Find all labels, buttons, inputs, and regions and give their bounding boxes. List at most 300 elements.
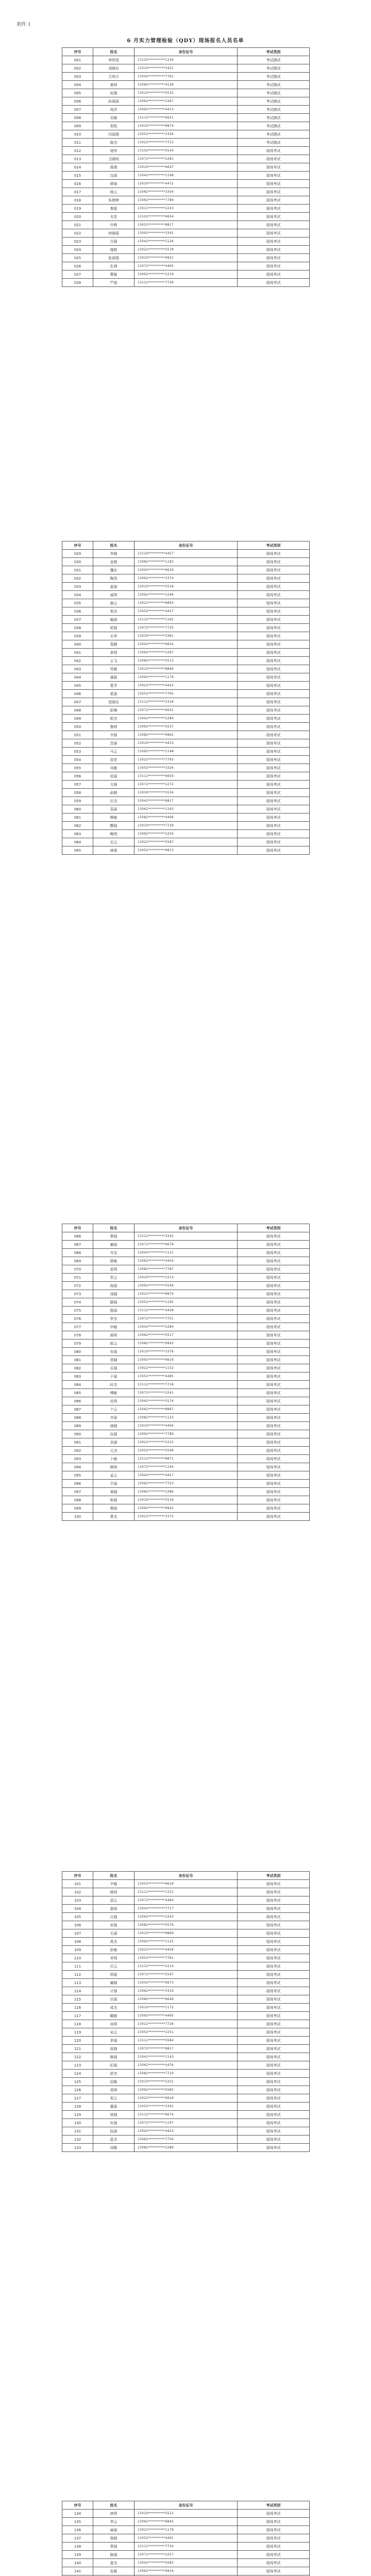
cell-number: 105 — [62, 1913, 93, 1921]
cell-id-number: 13082**********5513 — [134, 657, 238, 665]
table-row — [62, 262, 310, 270]
cell-name: 杜强 — [93, 2119, 134, 2127]
cell-exam-type: 现场考试 — [238, 1422, 310, 1430]
table-row — [62, 147, 310, 155]
table-row — [62, 180, 310, 188]
cell-id-number: 13082**********2289 — [134, 2144, 238, 2152]
cell-name: 范晓东 — [93, 698, 134, 706]
table-row — [62, 89, 310, 97]
cell-id-number: 13062**********5517 — [134, 1331, 238, 1340]
cell-name: 邹杰 — [93, 607, 134, 616]
cell-exam-type: 现场考试 — [238, 180, 310, 188]
cell-name: 喻丽 — [93, 616, 134, 624]
cell-name: 于丽 — [93, 1372, 134, 1381]
cell-id-number: 13112**********6659 — [134, 772, 238, 781]
cell-id-number: 13072**********1194 — [134, 1463, 238, 1471]
cell-number: 108 — [62, 1938, 93, 1946]
cell-number: 104 — [62, 1905, 93, 1913]
table-row — [62, 2111, 310, 2119]
cell-number: 016 — [62, 180, 93, 188]
cell-name: 秦磊 — [93, 205, 134, 213]
cell-id-number: 13062**********1163 — [134, 805, 238, 814]
cell-exam-type: 现场考试 — [238, 772, 310, 781]
cell-number: 004 — [62, 81, 93, 89]
cell-number: 058 — [62, 789, 93, 797]
cell-name: 酆强 — [93, 822, 134, 830]
table-row — [62, 2045, 310, 2053]
cell-name: 贺云 — [93, 1274, 134, 1282]
cell-id-number: 13062**********3316 — [134, 1987, 238, 1995]
table-row — [62, 238, 310, 246]
cell-name: 云飞 — [93, 657, 134, 665]
table-row — [62, 1298, 310, 1307]
cell-name: 纪丽 — [93, 2061, 134, 2070]
cell-name: 何晓丽 — [93, 229, 134, 238]
cell-exam-type: 现场考试 — [238, 781, 310, 789]
cell-number: 075 — [62, 1307, 93, 1315]
cell-number: 089 — [62, 1422, 93, 1430]
cell-exam-type: 现场考试 — [238, 2136, 310, 2144]
cell-exam-type: 现场考试 — [238, 2534, 310, 2543]
cell-id-number: 13062**********2267 — [134, 97, 238, 106]
table-row — [62, 2020, 310, 2028]
table-row — [62, 1946, 310, 1954]
cell-number: 009 — [62, 122, 93, 130]
cell-id-number: 13112**********1151 — [134, 1888, 238, 1896]
cell-exam-type: 现场考试 — [238, 1389, 310, 1397]
table-row — [62, 632, 310, 640]
cell-name: 马云 — [93, 748, 134, 756]
cell-exam-type: 现场考试 — [238, 172, 310, 180]
cell-number: 066 — [62, 1232, 93, 1241]
cell-id-number: 13082**********7719 — [134, 2070, 238, 2078]
cell-exam-type: 现场考试 — [238, 188, 310, 196]
table-row — [62, 789, 310, 797]
cell-number: 073 — [62, 1290, 93, 1298]
cell-exam-type: 现场考试 — [238, 1364, 310, 1372]
cell-name: 卫晓明 — [93, 155, 134, 163]
cell-exam-type: 现场考试 — [238, 1987, 310, 1995]
table-row — [62, 1389, 310, 1397]
table-row — [62, 1340, 310, 1348]
cell-name: 计强 — [93, 1987, 134, 1995]
cell-id-number: 13010**********5532 — [134, 89, 238, 97]
cell-number: 111 — [62, 1962, 93, 1971]
cell-name: 贝云 — [93, 1962, 134, 1971]
cell-id-number: 13072**********2257 — [134, 2551, 238, 2559]
cell-number: 102 — [62, 1888, 93, 1896]
cell-id-number: 13092**********6619 — [134, 1356, 238, 1364]
cell-exam-type: 考试测试 — [238, 73, 310, 81]
table-row — [62, 229, 310, 238]
table-row — [62, 723, 310, 731]
cell-id-number: 13112**********8871 — [134, 1455, 238, 1463]
cell-number: 122 — [62, 2053, 93, 2061]
table-row — [62, 1513, 310, 1521]
cell-number: 134 — [62, 2510, 93, 2518]
cell-id-number: 13062**********5537 — [134, 723, 238, 731]
cell-number: 093 — [62, 1455, 93, 1463]
cell-exam-type: 现场考试 — [238, 2543, 310, 2551]
cell-exam-type: 现场考试 — [238, 1340, 310, 1348]
cell-id-number: 13030**********3381 — [134, 632, 238, 640]
cell-exam-type: 现场考试 — [238, 1513, 310, 1521]
table-row — [62, 1921, 310, 1929]
table-row — [62, 246, 310, 254]
cell-id-number: 13062**********2243 — [134, 1913, 238, 1921]
cell-exam-type: 现场考试 — [238, 1496, 310, 1504]
cell-id-number: 13082**********3356 — [134, 188, 238, 196]
cell-name: 蒋倩 — [93, 163, 134, 172]
cell-number: 025 — [62, 254, 93, 262]
cell-name: 方强 — [93, 781, 134, 789]
cell-name: 毛丽 — [93, 1929, 134, 1938]
cell-number: 008 — [62, 114, 93, 122]
table-row — [62, 1241, 310, 1249]
cell-name: 屈敏 — [93, 2078, 134, 2086]
cell-id-number: 13062**********7789 — [134, 196, 238, 205]
cell-number: 125 — [62, 2078, 93, 2086]
table-row — [62, 1488, 310, 1496]
cell-exam-type: 现场考试 — [238, 607, 310, 616]
cell-name: 鲍明 — [93, 830, 134, 838]
cell-name: 韦强 — [93, 731, 134, 739]
cell-id-number: 13072**********7725 — [134, 624, 238, 632]
cell-name: 米明 — [93, 1954, 134, 1962]
cell-exam-type: 考试测试 — [238, 89, 310, 97]
table-row — [62, 2567, 310, 2575]
cell-exam-type: 现场考试 — [238, 1504, 310, 1513]
cell-name: 李明莹 — [93, 56, 134, 64]
cell-exam-type: 现场考试 — [238, 2037, 310, 2045]
cell-exam-type: 考试测试 — [238, 122, 310, 130]
cell-name: 元杰 — [93, 1447, 134, 1455]
table-row — [62, 1987, 310, 1995]
cell-name: 黄帅 — [93, 81, 134, 89]
cell-id-number: 13082**********7787 — [134, 1265, 238, 1274]
cell-name: 萧杰 — [93, 1513, 134, 1521]
cell-number: 003 — [62, 73, 93, 81]
cell-number: 090 — [62, 1430, 93, 1438]
cell-name: 谢云 — [93, 599, 134, 607]
cell-number: 027 — [62, 270, 93, 279]
cell-exam-type: 现场考试 — [238, 673, 310, 682]
cell-name: 杨云 — [93, 188, 134, 196]
cell-exam-type: 现场考试 — [238, 2020, 310, 2028]
table-row — [62, 1356, 310, 1364]
cell-exam-type: 现场考试 — [238, 2061, 310, 2070]
table-row — [62, 830, 310, 838]
cell-name: 俞晓 — [93, 789, 134, 797]
table-row — [62, 56, 310, 64]
cell-id-number: 13010**********2213 — [134, 1274, 238, 1282]
table-row — [62, 781, 310, 789]
cell-exam-type: 现场考试 — [238, 624, 310, 632]
cell-name: 戚明 — [93, 591, 134, 599]
roster-table-4 — [62, 1871, 310, 2152]
cell-number: 140 — [62, 2559, 93, 2567]
table-row — [62, 706, 310, 715]
cell-id-number: 13082**********6649 — [134, 1995, 238, 2004]
cell-id-number: 13022**********4458 — [134, 1946, 238, 1954]
cell-id-number: 13022**********7728 — [134, 2020, 238, 2028]
cell-name: 穆丽 — [93, 1504, 134, 1513]
cell-number: 011 — [62, 139, 93, 147]
cell-exam-type: 现场考试 — [238, 1290, 310, 1298]
table-row — [62, 1913, 310, 1921]
table-row — [62, 2119, 310, 2127]
roster-table-5 — [62, 2501, 310, 2576]
table-row — [62, 846, 310, 855]
column-header-exam-type: 考试类别 — [238, 48, 310, 56]
cell-id-number: 13112**********7718 — [134, 1381, 238, 1389]
cell-id-number: 13092**********5585 — [134, 2086, 238, 2094]
table-row — [62, 1447, 310, 1455]
cell-number: 037 — [62, 616, 93, 624]
cell-number: 092 — [62, 1447, 93, 1455]
cell-id-number: 13022**********4422 — [134, 682, 238, 690]
cell-exam-type: 现场考试 — [238, 1913, 310, 1921]
cell-number: 077 — [62, 1323, 93, 1331]
table-row — [62, 739, 310, 748]
cell-id-number: 13092**********3342 — [134, 229, 238, 238]
cell-name: 吴敏 — [93, 114, 134, 122]
cell-exam-type: 现场考试 — [238, 2559, 310, 2567]
cell-exam-type: 现场考试 — [238, 2012, 310, 2020]
cell-id-number: 13042**********4423 — [134, 2127, 238, 2136]
table-row — [62, 2070, 310, 2078]
table-row — [62, 814, 310, 822]
cell-id-number: 13052**********2251 — [134, 2028, 238, 2037]
cell-id-number: 13042**********5574 — [134, 1397, 238, 1405]
cell-exam-type: 现场考试 — [238, 1397, 310, 1405]
cell-name: 傅敏 — [93, 1389, 134, 1397]
cell-id-number: 13052**********9913 — [134, 846, 238, 855]
table-row — [62, 221, 310, 229]
table-row — [62, 665, 310, 673]
cell-exam-type: 现场考试 — [238, 1323, 310, 1331]
cell-number: 118 — [62, 2020, 93, 2028]
cell-exam-type: 现场考试 — [238, 1995, 310, 2004]
cell-name: 湛丽 — [93, 1905, 134, 1913]
table-row — [62, 81, 310, 89]
cell-exam-type: 现场考试 — [238, 2119, 310, 2127]
cell-exam-type: 现场考试 — [238, 566, 310, 574]
table-header-row — [62, 541, 310, 550]
table-row — [62, 1954, 310, 1962]
table-row — [62, 649, 310, 657]
cell-id-number: 13072**********1197 — [134, 2119, 238, 2127]
table-row — [62, 640, 310, 649]
cell-exam-type: 现场考试 — [238, 846, 310, 855]
cell-id-number: 13010**********5518 — [134, 583, 238, 591]
cell-exam-type: 现场考试 — [238, 196, 310, 205]
cell-name: 奚丽 — [93, 690, 134, 698]
cell-number: 031 — [62, 566, 93, 574]
cell-number: 060 — [62, 805, 93, 814]
cell-name: 唐丽 — [93, 846, 134, 855]
column-header-number: 序号 — [62, 2501, 93, 2510]
table-row — [62, 64, 310, 73]
cell-exam-type: 考试测试 — [238, 97, 310, 106]
table-row — [62, 2526, 310, 2534]
cell-number: 049 — [62, 715, 93, 723]
table-row — [62, 2103, 310, 2111]
table-row — [62, 1249, 310, 1257]
table-row — [62, 1405, 310, 1414]
cell-exam-type: 现场考试 — [238, 2053, 310, 2061]
cell-id-number: 13022**********3375 — [134, 1513, 238, 1521]
table-row — [62, 1962, 310, 1971]
cell-exam-type: 现场考试 — [238, 1438, 310, 1447]
cell-number: 133 — [62, 2144, 93, 2152]
cell-id-number: 13092**********7789 — [134, 1430, 238, 1438]
document-title: 6 月实力管理检验（QDY）现场报名人员名单 — [127, 38, 244, 44]
cell-id-number: 13092**********2246 — [134, 591, 238, 599]
table-row — [62, 1504, 310, 1513]
cell-id-number: 13072**********2272 — [134, 781, 238, 789]
cell-id-number: 13062**********4476 — [134, 2061, 238, 2070]
table-row — [62, 1995, 310, 2004]
table-row — [62, 2012, 310, 2020]
cell-name: 褚伟 — [93, 147, 134, 155]
cell-exam-type: 考试测试 — [238, 81, 310, 89]
cell-name: 孔峰 — [93, 262, 134, 270]
cell-id-number: 13062**********3374 — [134, 574, 238, 583]
cell-name: 宋云 — [93, 2028, 134, 2037]
cell-name: 强晓 — [93, 2534, 134, 2543]
cell-id-number: 13010**********8899 — [134, 1929, 238, 1938]
cell-name: 郑凯 — [93, 122, 134, 130]
table-row — [62, 2004, 310, 2012]
cell-name: 梁晓 — [93, 2111, 134, 2119]
cell-number: 069 — [62, 1257, 93, 1265]
cell-name: 刘晓东 — [93, 64, 134, 73]
cell-id-number: 13010**********9921 — [134, 254, 238, 262]
cell-exam-type: 考试测试 — [238, 106, 310, 114]
cell-id-number: 13052**********3341 — [134, 2103, 238, 2111]
cell-exam-type: 现场考试 — [238, 1298, 310, 1307]
cell-exam-type: 现场考试 — [238, 1888, 310, 1896]
column-header-exam-type: 考试类别 — [238, 1872, 310, 1880]
cell-exam-type: 现场考试 — [238, 1979, 310, 1987]
cell-exam-type: 现场考试 — [238, 1971, 310, 1979]
cell-exam-type: 现场考试 — [238, 632, 310, 640]
cell-number: 099 — [62, 1504, 93, 1513]
cell-name: 熊强 — [93, 2053, 134, 2061]
table-row — [62, 2061, 310, 2070]
cell-id-number: 13010**********2252 — [134, 2078, 238, 2086]
cell-name: 水华 — [93, 632, 134, 640]
cell-exam-type: 现场考试 — [238, 814, 310, 822]
column-header-name: 姓名 — [93, 541, 134, 550]
cell-name: 金艳 — [93, 558, 134, 566]
table-row — [62, 270, 310, 279]
cell-name: 禹杰 — [93, 1938, 134, 1946]
column-header-exam-type: 考试类别 — [238, 1224, 310, 1232]
cell-name: 孙丽丽 — [93, 97, 134, 106]
cell-id-number: 13112**********7724 — [134, 2543, 238, 2551]
cell-id-number: 13052**********4437 — [134, 607, 238, 616]
cell-id-number: 13010**********4456 — [134, 1422, 238, 1430]
cell-number: 081 — [62, 1356, 93, 1364]
column-header-name: 姓名 — [93, 1224, 134, 1232]
table-row — [62, 2086, 310, 2094]
cell-number: 044 — [62, 673, 93, 682]
table-row — [62, 1471, 310, 1480]
cell-id-number: 13072**********5547 — [134, 1971, 238, 1979]
cell-exam-type: 现场考试 — [238, 1471, 310, 1480]
table-row — [62, 748, 310, 756]
attachment1-label: 附件 1 — [17, 22, 31, 27]
table-row — [62, 213, 310, 221]
cell-exam-type: 现场考试 — [238, 1962, 310, 1971]
table-row — [62, 1414, 310, 1422]
cell-id-number: 13092**********1148 — [134, 748, 238, 756]
cell-name: 时杰 — [93, 1381, 134, 1389]
cell-exam-type: 现场考试 — [238, 591, 310, 599]
cell-name: 吕强 — [93, 238, 134, 246]
cell-number: 124 — [62, 2070, 93, 2078]
cell-number: 085 — [62, 1389, 93, 1397]
cell-exam-type: 现场考试 — [238, 1929, 310, 1938]
cell-id-number: 13082**********4496 — [134, 814, 238, 822]
cell-id-number: 13062**********2297 — [134, 649, 238, 657]
table-row — [62, 1364, 310, 1372]
cell-number: 018 — [62, 196, 93, 205]
cell-id-number: 13042**********7717 — [134, 1905, 238, 1913]
cell-number: 107 — [62, 1929, 93, 1938]
cell-exam-type: 现场考试 — [238, 2144, 310, 2152]
cell-exam-type: 现场考试 — [238, 756, 310, 764]
cell-number: 139 — [62, 2551, 93, 2559]
cell-number: 002 — [62, 64, 93, 73]
cell-exam-type: 现场考试 — [238, 731, 310, 739]
cell-number: 028 — [62, 279, 93, 287]
cell-number: 141 — [62, 2567, 93, 2575]
cell-number: 032 — [62, 574, 93, 583]
cell-number: 138 — [62, 2543, 93, 2551]
column-header-name: 姓名 — [93, 48, 134, 56]
cell-name: 柳敏 — [93, 814, 134, 822]
cell-name: 薛敏 — [93, 1257, 134, 1265]
cell-id-number: 13052**********8817 — [134, 221, 238, 229]
cell-number: 130 — [62, 2119, 93, 2127]
cell-id-number: 13072**********4465 — [134, 262, 238, 270]
cell-name: 花丽 — [93, 772, 134, 781]
cell-number: 098 — [62, 1496, 93, 1504]
table-row — [62, 1307, 310, 1315]
table-row — [62, 2510, 310, 2518]
cell-name: 周洋 — [93, 106, 134, 114]
cell-exam-type: 现场考试 — [238, 229, 310, 238]
cell-number: 095 — [62, 1471, 93, 1480]
cell-exam-type: 现场考试 — [238, 1921, 310, 1929]
cell-name: 郎杰 — [93, 715, 134, 723]
cell-id-number: 13112**********7736 — [134, 279, 238, 287]
cell-exam-type: 现场考试 — [238, 279, 310, 287]
cell-number: 020 — [62, 213, 93, 221]
cell-id-number: 13062**********7753 — [134, 1480, 238, 1488]
cell-id-number: 13022**********8893 — [134, 599, 238, 607]
cell-name: 邵云 — [93, 1896, 134, 1905]
cell-exam-type: 现场考试 — [238, 163, 310, 172]
cell-exam-type: 现场考试 — [238, 213, 310, 221]
cell-exam-type: 现场考试 — [238, 1954, 310, 1962]
table-row — [62, 1463, 310, 1471]
cell-number: 015 — [62, 172, 93, 180]
cell-exam-type: 现场考试 — [238, 558, 310, 566]
